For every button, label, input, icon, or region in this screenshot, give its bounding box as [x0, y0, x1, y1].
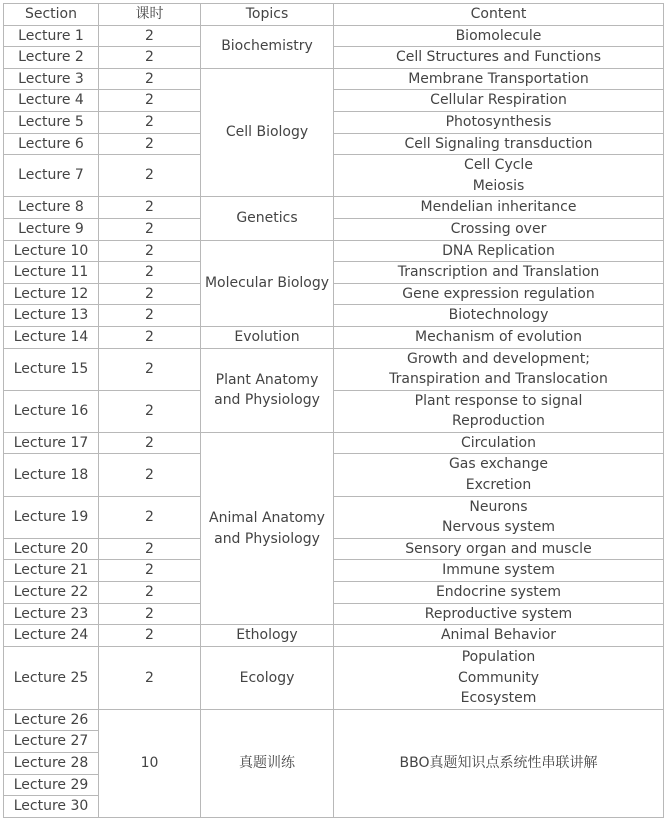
section-cell: Lecture 5 — [4, 111, 99, 133]
section-cell: Lecture 11 — [4, 262, 99, 284]
hours-cell: 2 — [99, 133, 201, 155]
section-cell: Lecture 1 — [4, 25, 99, 47]
section-cell: Lecture 27 — [4, 731, 99, 753]
content-cell: Reproductive system — [334, 603, 664, 625]
table-row — [4, 432, 664, 454]
topic-line: Animal Anatomy — [209, 509, 325, 526]
hours-cell: 2 — [99, 560, 201, 582]
content-line: Ecosystem — [460, 690, 537, 707]
table-row — [4, 218, 664, 240]
topic-cell: 真题训练 — [201, 709, 334, 817]
topic-cell: Cell Biology — [201, 68, 334, 197]
section-cell: Lecture 6 — [4, 133, 99, 155]
section-cell: Lecture 20 — [4, 538, 99, 560]
table-row — [4, 68, 664, 90]
section-cell: Lecture 19 — [4, 496, 99, 538]
content-cell — [334, 155, 664, 197]
content-line: Plant response to signal — [414, 392, 583, 409]
hours-cell: 2 — [99, 603, 201, 625]
table-row — [4, 240, 664, 262]
content-line: Cell Cycle — [464, 157, 533, 174]
table-row — [4, 538, 664, 560]
hours-cell: 2 — [99, 646, 201, 709]
content-cell: Cellular Respiration — [334, 90, 664, 112]
content-cell: Mechanism of evolution — [334, 326, 664, 348]
content-cell — [334, 454, 664, 496]
content-line: Population — [461, 648, 536, 665]
table-row — [4, 305, 664, 327]
table-row — [4, 133, 664, 155]
content-cell: Immune system — [334, 560, 664, 582]
content-cell — [334, 390, 664, 432]
section-cell: Lecture 18 — [4, 454, 99, 496]
content-line: Excretion — [465, 477, 532, 494]
section-cell: Lecture 25 — [4, 646, 99, 709]
topic-line: and Physiology — [214, 392, 320, 409]
syllabus-table-wrapper — [3, 3, 663, 817]
table-row — [4, 582, 664, 604]
table-row — [4, 348, 664, 390]
hours-cell: 2 — [99, 25, 201, 47]
hours-cell: 2 — [99, 283, 201, 305]
hours-cell: 2 — [99, 326, 201, 348]
hours-cell: 2 — [99, 262, 201, 284]
topic-cell: Molecular Biology — [201, 240, 334, 326]
content-cell — [334, 646, 664, 709]
table-row — [4, 111, 664, 133]
topic-cell: Ethology — [201, 625, 334, 647]
content-line: Reproduction — [452, 413, 545, 430]
content-cell: Transcription and Translation — [334, 262, 664, 284]
content-cell: Cell Structures and Functions — [334, 47, 664, 69]
content-line: Neurons — [469, 498, 528, 515]
hours-cell: 2 — [99, 496, 201, 538]
content-cell: Biotechnology — [334, 305, 664, 327]
table-row — [4, 25, 664, 47]
section-cell: Lecture 9 — [4, 218, 99, 240]
section-cell: Lecture 22 — [4, 582, 99, 604]
content-cell: Circulation — [334, 432, 664, 454]
hours-cell: 2 — [99, 348, 201, 390]
table-row — [4, 283, 664, 305]
hours-cell: 2 — [99, 390, 201, 432]
section-cell: Lecture 8 — [4, 197, 99, 219]
section-cell: Lecture 3 — [4, 68, 99, 90]
section-cell: Lecture 24 — [4, 625, 99, 647]
content-cell: Endocrine system — [334, 582, 664, 604]
hours-cell: 2 — [99, 47, 201, 69]
table-row — [4, 47, 664, 69]
table-row — [4, 326, 664, 348]
section-cell: Lecture 29 — [4, 774, 99, 796]
hours-cell: 2 — [99, 454, 201, 496]
header-topics: Topics — [201, 4, 334, 26]
content-line: Nervous system — [442, 519, 555, 536]
header-row — [4, 4, 664, 26]
content-line: Meiosis — [472, 177, 525, 194]
topic-cell: Ecology — [201, 646, 334, 709]
table-row — [4, 560, 664, 582]
content-line: Transpiration and Translocation — [389, 371, 608, 388]
hours-cell: 2 — [99, 582, 201, 604]
content-cell: Animal Behavior — [334, 625, 664, 647]
hours-cell: 2 — [99, 538, 201, 560]
table-row — [4, 603, 664, 625]
hours-cell: 2 — [99, 240, 201, 262]
section-cell: Lecture 12 — [4, 283, 99, 305]
content-line: Community — [457, 669, 540, 686]
section-cell: Lecture 21 — [4, 560, 99, 582]
content-cell: Biomolecule — [334, 25, 664, 47]
topic-cell — [201, 348, 334, 432]
content-cell: Photosynthesis — [334, 111, 664, 133]
content-cell: Mendelian inheritance — [334, 197, 664, 219]
section-cell: Lecture 13 — [4, 305, 99, 327]
section-cell: Lecture 28 — [4, 753, 99, 775]
table-row — [4, 90, 664, 112]
section-cell: Lecture 4 — [4, 90, 99, 112]
content-cell: Cell Signaling transduction — [334, 133, 664, 155]
content-cell — [334, 496, 664, 538]
content-cell — [334, 348, 664, 390]
content-cell: Gene expression regulation — [334, 283, 664, 305]
hours-cell: 2 — [99, 218, 201, 240]
table-row — [4, 496, 664, 538]
section-cell: Lecture 2 — [4, 47, 99, 69]
content-line: Gas exchange — [448, 456, 549, 473]
content-cell: Membrane Transportation — [334, 68, 664, 90]
content-cell: Sensory organ and muscle — [334, 538, 664, 560]
table-row — [4, 197, 664, 219]
content-cell: DNA Replication — [334, 240, 664, 262]
section-cell: Lecture 30 — [4, 796, 99, 818]
hours-cell: 2 — [99, 155, 201, 197]
hours-cell: 2 — [99, 305, 201, 327]
hours-cell: 2 — [99, 68, 201, 90]
section-cell: Lecture 17 — [4, 432, 99, 454]
topic-line: Plant Anatomy — [215, 371, 319, 388]
content-line: Growth and development; — [407, 350, 590, 367]
table-row — [4, 646, 664, 709]
syllabus-table — [3, 3, 664, 818]
section-cell: Lecture 7 — [4, 155, 99, 197]
table-row — [4, 390, 664, 432]
topic-cell: Biochemistry — [201, 25, 334, 68]
content-cell: Crossing over — [334, 218, 664, 240]
hours-cell: 2 — [99, 90, 201, 112]
section-cell: Lecture 14 — [4, 326, 99, 348]
header-content: Content — [334, 4, 664, 26]
table-row — [4, 262, 664, 284]
hours-cell: 2 — [99, 111, 201, 133]
topic-cell: Evolution — [201, 326, 334, 348]
table-row — [4, 155, 664, 197]
hours-cell: 2 — [99, 625, 201, 647]
table-row — [4, 625, 664, 647]
header-section: Section — [4, 4, 99, 26]
hours-cell: 10 — [99, 709, 201, 817]
hours-cell: 2 — [99, 432, 201, 454]
header-hours: 课时 — [99, 4, 201, 26]
section-cell: Lecture 15 — [4, 348, 99, 390]
hours-cell: 2 — [99, 197, 201, 219]
topic-cell: Genetics — [201, 197, 334, 240]
section-cell: Lecture 23 — [4, 603, 99, 625]
table-row — [4, 709, 664, 731]
section-cell: Lecture 16 — [4, 390, 99, 432]
content-cell: BBO真题知识点系统性串联讲解 — [334, 709, 664, 817]
section-cell: Lecture 10 — [4, 240, 99, 262]
topic-line: and Physiology — [214, 530, 320, 547]
table-row — [4, 454, 664, 496]
topic-cell — [201, 432, 334, 624]
section-cell: Lecture 26 — [4, 709, 99, 731]
